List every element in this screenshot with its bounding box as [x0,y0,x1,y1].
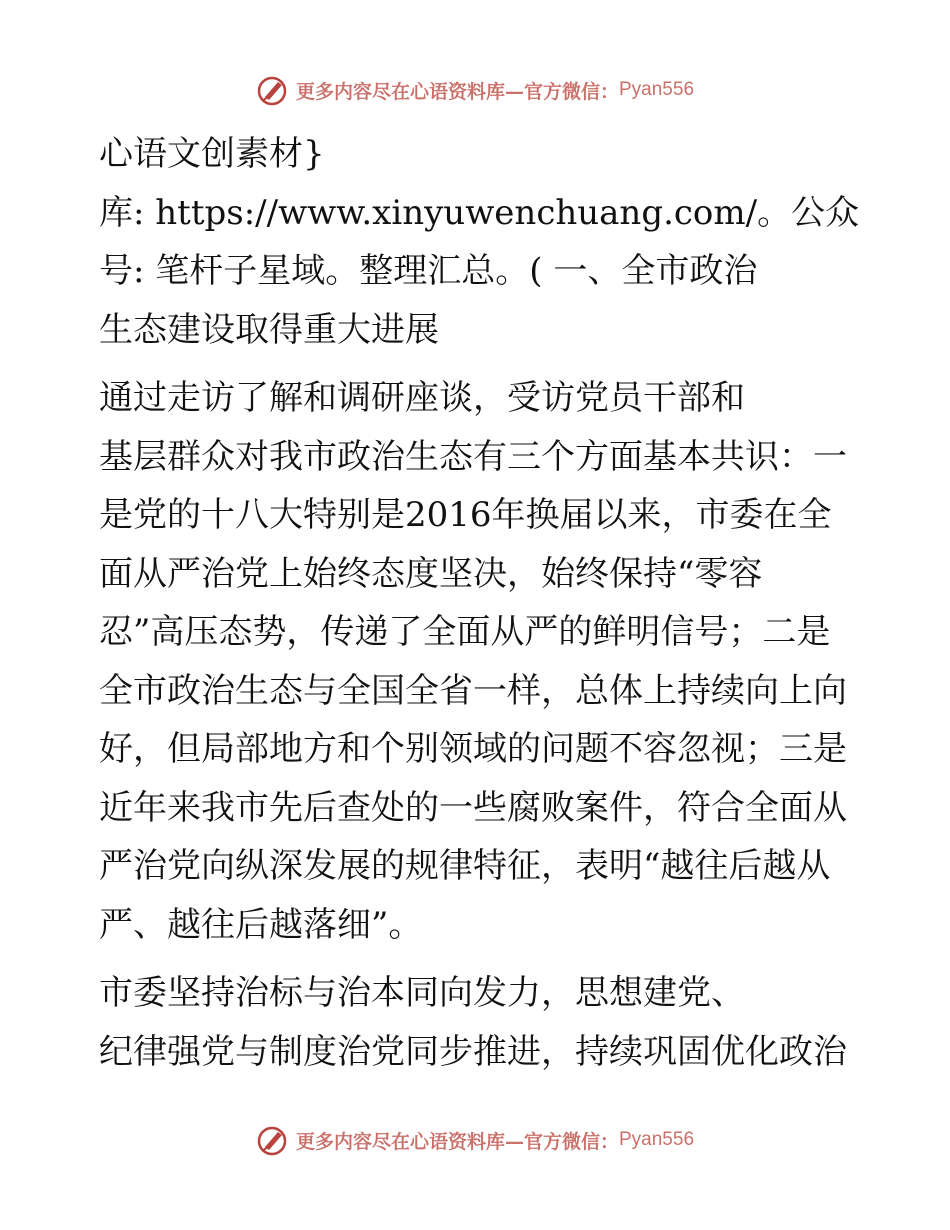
watermark-banner-top [0,70,950,110]
watermark-text: 更多内容尽在心语资料库— [295,1130,524,1153]
text-line: 严治党向纵深发展的规律特征，表明“越往后越从 [99,846,831,886]
text-line: 市委坚持治标与治本同向发力，思想建党、 [99,973,745,1013]
text-line: 面从严治党上始终态度坚决，始终保持“零容 [99,553,763,594]
text-line: 忍”高压态势，传递了全面从严的鲜明信号；二是 [99,612,831,652]
watermark-wechat-label: 官方微信： [523,80,619,103]
watermark-wechat-label: 官方微信： [523,1130,619,1153]
text-line: 纪律强党与制度治党同步推进，持续巩固优化政治 [99,1031,847,1072]
watermark-wechat-id: Pyan556 [619,79,695,100]
pen-logo-icon [256,1123,290,1157]
text-line: 基层群众对我市政治生态有三个方面基本共识：一 [99,436,847,477]
text-line: 心语文创素材} [99,134,325,174]
document-body [99,125,859,1081]
watermark-banner-bottom [0,1120,950,1160]
text-line: 是党的十八大特别是2016年换届以来，市委在全 [99,495,832,535]
text-line: 号: 笔杆子星域。整理汇总。( 一、全市政治 [99,251,758,291]
watermark-wechat-id: Pyan556 [619,1129,695,1150]
text-line: 严、越往后越落细”。 [99,904,423,945]
text-line: 近年来我市先后查处的一些腐败案件，符合全面从 [99,787,847,828]
watermark-text: 更多内容尽在心语资料库— [295,80,524,103]
pen-logo-icon [256,73,290,107]
text-line: 全市政治生态与全国全省一样，总体上持续向上向 [99,670,847,711]
text-line: 好，但局部地方和个别领域的问题不容忽视；三是 [99,729,847,769]
text-line: 库: https://www.xinyuwenchuang.com/。公众 [99,192,860,233]
text-line: 通过走访了解和调研座谈，受访党员干部和 [99,378,745,418]
text-line: 生态建设取得重大进展 [99,309,439,350]
